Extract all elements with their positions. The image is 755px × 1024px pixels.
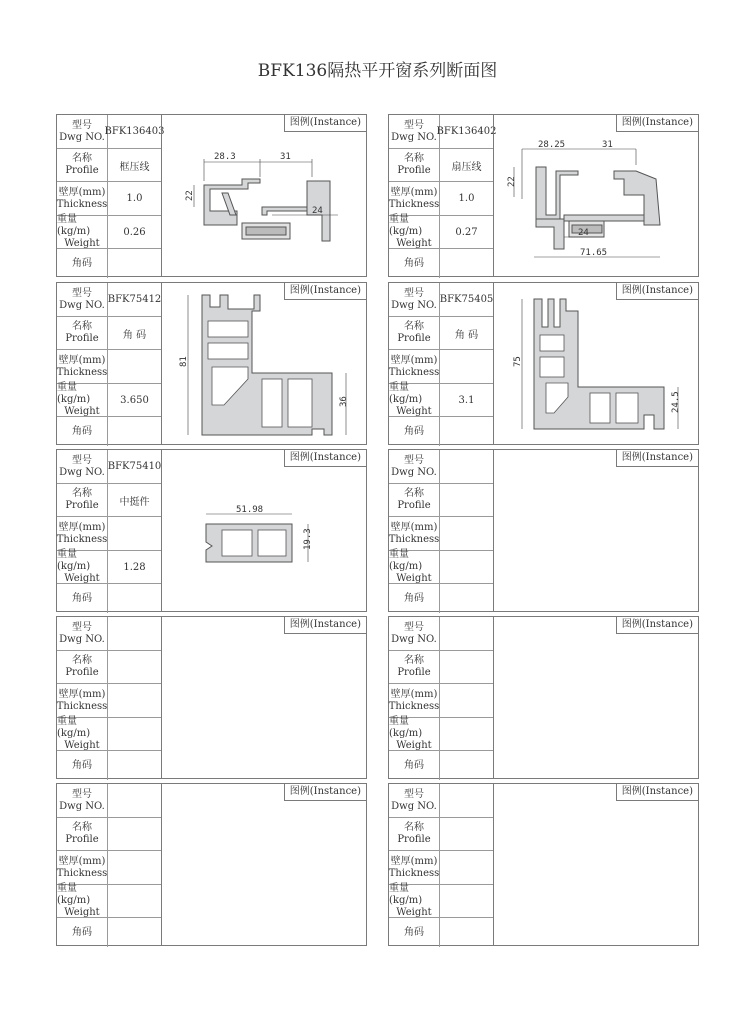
field-label-cn: 壁厚(mm) [390, 186, 438, 198]
field-label-cn: 角码 [72, 926, 92, 938]
dim-label: 28.25 [538, 140, 566, 150]
field-label-en: Thickness [56, 533, 108, 545]
field-label-en: Dwg NO. [59, 466, 105, 478]
field-label-cn: 型号 [404, 621, 424, 633]
field-label [57, 818, 108, 850]
instance-area [493, 450, 698, 611]
field-label [389, 551, 440, 583]
dim-label: 24 [312, 206, 323, 216]
field-label [389, 684, 440, 717]
field-label [57, 751, 108, 780]
field-label-cn: 角码 [404, 592, 424, 604]
field-label [57, 851, 108, 884]
instance-area [493, 283, 698, 444]
field-label-cn: 壁厚(mm) [390, 688, 438, 700]
profile-drawing [162, 450, 367, 611]
field-label-cn: 名称 [72, 655, 92, 666]
profile-card [56, 114, 367, 277]
dim-label: 28.3 [214, 152, 236, 162]
field-label [57, 417, 108, 446]
instance-label: 图例(Instance) [616, 784, 698, 801]
dim-label: 51.98 [236, 505, 264, 515]
field-value [108, 784, 161, 817]
field-label-cn: 壁厚(mm) [58, 855, 106, 867]
field-label [389, 384, 440, 416]
field-value [108, 617, 161, 650]
field-label [389, 818, 440, 850]
field-label [57, 350, 108, 383]
field-label [389, 115, 440, 148]
field-label [389, 784, 440, 817]
field-label-cn: 重量(kg/m) [57, 883, 91, 906]
field-label-en: Thickness [56, 366, 108, 378]
field-value [440, 249, 493, 278]
field-label-en: Dwg NO. [391, 633, 437, 645]
field-value: 0.26 [123, 226, 146, 238]
field-label-cn: 型号 [72, 621, 92, 633]
field-label-cn: 名称 [404, 655, 424, 666]
field-value [108, 517, 161, 550]
instance-label: 图例(Instance) [284, 450, 366, 467]
field-label [389, 249, 440, 278]
page-title: BFK136隔热平开窗系列断面图 [257, 61, 498, 81]
field-label-en: Profile [65, 500, 99, 511]
field-value [108, 818, 161, 850]
instance-area [161, 115, 366, 276]
dim-label: 81 [179, 356, 189, 367]
field-label [389, 517, 440, 550]
field-label-cn: 壁厚(mm) [58, 354, 106, 366]
field-label-cn: 角码 [72, 425, 92, 437]
field-value [440, 751, 493, 780]
instance-area [161, 617, 366, 778]
field-label-cn: 型号 [404, 287, 424, 299]
field-label-cn: 角码 [72, 592, 92, 604]
field-value [440, 584, 493, 613]
field-value [440, 885, 493, 917]
field-value [108, 651, 161, 683]
field-label-cn: 重量(kg/m) [57, 549, 91, 572]
dim-label: 31 [602, 140, 613, 150]
field-label-en: Weight [64, 238, 100, 249]
instance-label: 图例(Instance) [616, 450, 698, 467]
profile-card [388, 449, 699, 612]
field-label [57, 149, 108, 181]
field-label-cn: 名称 [404, 321, 424, 332]
field-label-en: Weight [396, 573, 432, 584]
field-label [57, 384, 108, 416]
field-value [440, 918, 493, 947]
field-label [389, 751, 440, 780]
profile-card [388, 616, 699, 779]
field-label [389, 617, 440, 650]
field-label-en: Weight [64, 573, 100, 584]
field-label [57, 484, 108, 516]
dim-label: 36 [339, 396, 349, 407]
field-label [389, 450, 440, 483]
instance-area [493, 784, 698, 945]
field-label-cn: 型号 [404, 119, 424, 131]
field-value [440, 818, 493, 850]
field-label-en: Weight [396, 740, 432, 751]
field-label-cn: 重量(kg/m) [57, 214, 91, 237]
field-value [108, 584, 161, 613]
instance-label: 图例(Instance) [616, 115, 698, 132]
field-label-en: Dwg NO. [59, 131, 105, 143]
field-value: 0.27 [455, 226, 478, 238]
profile-card [56, 449, 367, 612]
field-label-cn: 名称 [72, 153, 92, 164]
field-label-cn: 型号 [72, 788, 92, 800]
profile-card [388, 282, 699, 445]
dim-label: 19.3 [303, 528, 313, 550]
field-value: 扇压线 [451, 161, 482, 173]
field-label-en: Profile [397, 333, 431, 344]
instance-area [161, 450, 366, 611]
field-label-cn: 壁厚(mm) [390, 855, 438, 867]
field-value: 角 码 [122, 329, 147, 341]
field-value [108, 718, 161, 750]
instance-area [161, 283, 366, 444]
field-value: 3.1 [458, 394, 475, 406]
field-label-en: Thickness [388, 198, 440, 210]
field-label [57, 249, 108, 278]
field-label-en: Weight [396, 238, 432, 249]
field-value [108, 417, 161, 446]
field-label [389, 718, 440, 750]
field-label [389, 417, 440, 446]
field-label-cn: 重量(kg/m) [389, 883, 423, 906]
profile-card [388, 114, 699, 277]
field-label-cn: 壁厚(mm) [58, 521, 106, 533]
field-label [57, 182, 108, 215]
field-label-en: Weight [396, 406, 432, 417]
field-label [57, 450, 108, 483]
field-value: 中挺件 [119, 496, 150, 508]
field-label [57, 784, 108, 817]
dim-label: 22 [185, 190, 195, 201]
field-label [57, 216, 108, 248]
field-label-cn: 名称 [72, 321, 92, 332]
field-label-en: Dwg NO. [391, 299, 437, 311]
field-value [440, 417, 493, 446]
field-label-en: Profile [397, 834, 431, 845]
field-label-cn: 名称 [404, 153, 424, 164]
instance-label: 图例(Instance) [284, 784, 366, 801]
field-label-en: Thickness [388, 366, 440, 378]
field-value [440, 784, 493, 817]
field-label-en: Dwg NO. [59, 299, 105, 311]
field-label [57, 584, 108, 613]
instance-area [493, 617, 698, 778]
instance-label: 图例(Instance) [284, 115, 366, 132]
field-label-en: Profile [397, 500, 431, 511]
profile-card [388, 783, 699, 946]
field-label-cn: 型号 [72, 119, 92, 131]
field-value [108, 918, 161, 947]
profile-drawing [494, 115, 699, 276]
field-label-cn: 名称 [404, 822, 424, 833]
dim-label: 22 [507, 176, 517, 187]
field-label-cn: 角码 [404, 257, 424, 269]
profile-drawing [494, 283, 699, 444]
field-label-cn: 角码 [72, 257, 92, 269]
dim-label: 31 [280, 152, 291, 162]
field-value: BFK75412 [107, 294, 162, 305]
field-label [57, 517, 108, 550]
field-value [108, 851, 161, 884]
field-label-en: Weight [64, 406, 100, 417]
field-label [389, 851, 440, 884]
field-label [57, 617, 108, 650]
field-label-en: Weight [396, 907, 432, 918]
field-label-en: Profile [65, 667, 99, 678]
field-label-cn: 型号 [72, 454, 92, 466]
profile-card [56, 616, 367, 779]
field-value [440, 484, 493, 516]
field-value [440, 851, 493, 884]
field-label [389, 283, 440, 316]
field-value: BFK75410 [107, 461, 162, 472]
field-label [389, 350, 440, 383]
field-value: 框压线 [119, 161, 150, 173]
profile-card [56, 783, 367, 946]
field-label [389, 885, 440, 917]
dim-label: 24 [578, 228, 589, 238]
field-label [57, 885, 108, 917]
field-label-cn: 型号 [72, 287, 92, 299]
field-value: 1.28 [123, 561, 146, 573]
instance-label: 图例(Instance) [616, 617, 698, 634]
field-label-cn: 角码 [72, 759, 92, 771]
dim-label: 71.65 [580, 248, 608, 258]
dim-label: 24.5 [671, 391, 681, 413]
field-label-en: Thickness [388, 867, 440, 879]
field-label [389, 182, 440, 215]
field-value [108, 885, 161, 917]
field-label-cn: 角码 [404, 926, 424, 938]
field-label [57, 651, 108, 683]
field-label [57, 551, 108, 583]
field-label-cn: 重量(kg/m) [389, 382, 423, 405]
field-label-en: Profile [65, 834, 99, 845]
field-label-cn: 重量(kg/m) [57, 716, 91, 739]
field-label-en: Thickness [388, 533, 440, 545]
field-label-en: Thickness [56, 867, 108, 879]
field-value [440, 718, 493, 750]
field-label [57, 317, 108, 349]
field-value [440, 651, 493, 683]
field-value [440, 617, 493, 650]
field-label [389, 149, 440, 181]
field-value: 角 码 [454, 329, 479, 341]
instance-area [161, 784, 366, 945]
field-label-en: Dwg NO. [391, 466, 437, 478]
profile-drawing [162, 283, 367, 444]
instance-label: 图例(Instance) [284, 617, 366, 634]
field-label [57, 283, 108, 316]
field-value: BFK75405 [439, 294, 494, 305]
field-label-cn: 重量(kg/m) [389, 549, 423, 572]
field-label-en: Profile [397, 667, 431, 678]
field-label-cn: 重量(kg/m) [389, 716, 423, 739]
field-value [108, 751, 161, 780]
field-label [57, 684, 108, 717]
field-label-en: Thickness [388, 700, 440, 712]
field-label-en: Dwg NO. [391, 800, 437, 812]
instance-area [493, 115, 698, 276]
field-label [389, 317, 440, 349]
field-label [389, 651, 440, 683]
field-label-en: Thickness [56, 198, 108, 210]
field-label-cn: 型号 [404, 788, 424, 800]
field-label-cn: 型号 [404, 454, 424, 466]
field-label [389, 918, 440, 947]
field-label [389, 584, 440, 613]
field-value: 1.0 [126, 193, 143, 204]
field-value [440, 684, 493, 717]
field-label-cn: 角码 [404, 759, 424, 771]
field-value [440, 551, 493, 583]
field-label-cn: 重量(kg/m) [389, 214, 423, 237]
dim-label: 75 [513, 356, 523, 367]
field-value [108, 684, 161, 717]
field-label-cn: 壁厚(mm) [390, 354, 438, 366]
profile-card [56, 282, 367, 445]
field-label-en: Dwg NO. [59, 800, 105, 812]
field-label-cn: 壁厚(mm) [58, 186, 106, 198]
field-label-en: Profile [65, 165, 99, 176]
field-label [389, 216, 440, 248]
field-label-cn: 重量(kg/m) [57, 382, 91, 405]
profile-drawing [162, 115, 367, 276]
field-label-en: Dwg NO. [59, 633, 105, 645]
field-value [440, 450, 493, 483]
field-value [108, 350, 161, 383]
field-label-cn: 名称 [72, 488, 92, 499]
field-value: BFK136402 [436, 126, 497, 137]
field-label [57, 918, 108, 947]
field-value: 1.0 [458, 193, 475, 204]
field-label-en: Profile [397, 165, 431, 176]
field-label-en: Dwg NO. [391, 131, 437, 143]
field-label-en: Weight [64, 740, 100, 751]
field-label-cn: 名称 [72, 822, 92, 833]
field-value [440, 350, 493, 383]
field-label [57, 115, 108, 148]
field-label-cn: 名称 [404, 488, 424, 499]
field-value: BFK136403 [104, 126, 165, 137]
field-label-en: Weight [64, 907, 100, 918]
field-label [57, 718, 108, 750]
field-label-cn: 壁厚(mm) [390, 521, 438, 533]
instance-label: 图例(Instance) [284, 283, 366, 300]
field-value [108, 249, 161, 278]
field-value: 3.650 [120, 394, 149, 406]
field-value [440, 517, 493, 550]
field-label-cn: 壁厚(mm) [58, 688, 106, 700]
field-label-en: Thickness [56, 700, 108, 712]
field-label [389, 484, 440, 516]
field-label-en: Profile [65, 333, 99, 344]
instance-label: 图例(Instance) [616, 283, 698, 300]
field-label-cn: 角码 [404, 425, 424, 437]
